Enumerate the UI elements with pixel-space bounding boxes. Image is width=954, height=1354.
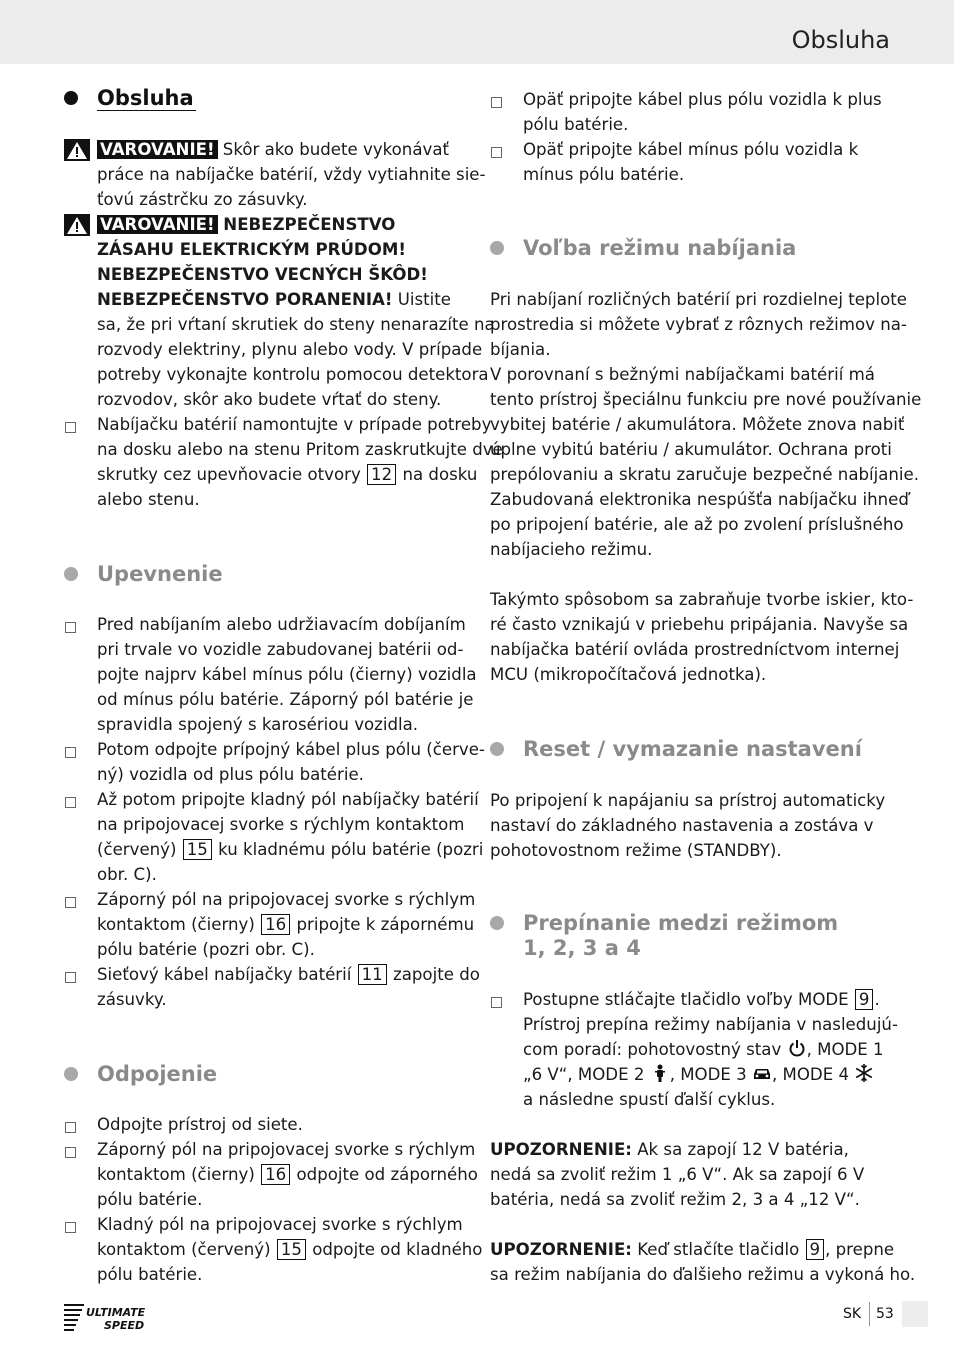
list-bullet-icon [491,147,502,158]
warning-triangle-icon [64,214,90,236]
list-item: Postupne stláčajte tlačidlo voľby MODE 9 . Prístroj prepína režimy nabíjania v nasledujú- com poradí: pohotovostný stav , MODE 1 „6 V“, MODE 2 , MODE 3 , MODE 4 a následne spustí ďalší cyklus. [523,990,898,1109]
list-bullet-icon [65,1147,76,1158]
svg-text:SPEED: SPEED [104,1319,145,1332]
svg-text:ULTIMATE: ULTIMATE [86,1306,146,1319]
motorcycle-icon [650,1063,670,1083]
ref-number-box: 11 [358,964,387,985]
list-bullet-icon [65,622,76,633]
ref-number-box: 12 [367,464,396,485]
warning-1: VAROVANIE! Skôr ako budete vykonávať práce na nabíjačke batérií, vždy vytiahnite sie- ťovú zástrčku zo zásuvky. [97,140,486,209]
list-bullet-icon [65,747,76,758]
heading-bullet-icon [64,567,78,581]
section-heading-prepinanie: Prepínanie medzi režimom 1, 2, 3 a 4 [490,911,890,963]
list-bullet-icon [65,972,76,983]
main-heading: Obsluha [64,86,464,112]
list-bullet-icon [65,1122,76,1133]
page-tab [902,1301,928,1327]
paragraph-volba-2: Takýmto spôsobom sa zabraňuje tvorbe iskier, kto- ré často vznikajú v priebehu pripájania. Navyše sa nabíjačka batérií ovláda prostredníctvom internej MCU (mikropočítačová jednotka). [490,590,914,684]
list-bullet-icon [491,97,502,108]
list-bullet-icon [491,997,502,1008]
list-bullet-icon [65,897,76,908]
list-item: Sieťový kábel nabíjačky batérií 11 zapojte do zásuvky. [97,965,480,1009]
list-item: Odpojte prístroj od siete. [97,1115,303,1134]
ref-number-box: 9 [806,1239,825,1260]
heading-bullet-icon [490,742,504,756]
car-icon [752,1063,772,1083]
ref-number-box: 15 [277,1239,306,1260]
note-1: UPOZORNENIE: Ak sa zapojí 12 V batéria, nedá sa zvoliť režim 1 „6 V“. Ak sa zapojí 6 V batéria, nedá sa zvoliť režim 2, 3 a 4 „12 V“. [490,1140,865,1209]
snowflake-icon [854,1063,874,1083]
page-number: 53 [876,1306,894,1322]
warning-label: VAROVANIE! [97,140,218,159]
warning-label: VAROVANIE! [97,215,218,234]
power-icon [787,1038,807,1058]
language-code: SK [843,1306,862,1322]
list-bullet-icon [65,1222,76,1233]
heading-bullet-icon [490,241,504,255]
brand-logo [64,1302,160,1332]
note-2: UPOZORNENIE: Keď stlačíte tlačidlo 9 , prepne sa režim nabíjania do ďalšieho režimu a vykoná ho. [490,1240,916,1284]
section-heading-reset: Reset / vymazanie nastavení [490,737,890,763]
ref-number-box: 16 [261,1164,290,1185]
list-item: Kladný pól na pripojovacej svorke s rýchlym kontaktom (červený) 15 odpojte od kladného pólu batérie. [97,1215,483,1284]
paragraph-volba: Pri nabíjaní rozličných batérií pri rozdielnej teplote prostredia si môžete vybrať z rôznych režimov na- bíjania. V porovnaní s bežnými nabíjačkami batérií má tento prístroj špeciálnu funkciu pre nové používanie vybitej batérie / akumulátora. Môžete znova nabiť úplne vybitú batériu / akumulátor. Ochrana proti prepólovaniu a skratu zaručuje bezpečné nabíjanie. Zabudovaná elektronika nespúšťa nabíjačku ihneď po pripojení batérie, ale až po zvolení príslušného nabíjacieho režimu. [490,290,922,559]
list-item: Pred nabíjaním alebo udržiavacím dobíjaním pri trvale vo vozidle zabudovanej batérii od- pojte najprv kábel mínus pólu (čierny) vozidla od mínus pólu batérie. Záporný pól batérie je spravidla spojený s karosériou vozidla. [97,615,477,734]
ref-number-box: 16 [261,914,290,935]
footer-divider [869,1302,870,1326]
list-item: Nabíjačku batérií namontujte v prípade potreby na dosku alebo na stenu Pritom zaskrutkujte dve skrutky cez upevňovacie otvory 12 na dosku alebo stenu. [97,415,503,509]
heading-bullet-icon [490,916,504,930]
section-heading-odpojenie: Odpojenie [64,1062,464,1088]
list-item: Záporný pól na pripojovacej svorke s rýchlym kontaktom (čierny) 16 odpojte od záporného pólu batérie. [97,1140,478,1209]
list-item: Až potom pripojte kladný pól nabíjačky batérií na pripojovacej svorke s rýchlym kontaktom (červený) 15 ku kladnému pólu batérie (pozri obr. C). [97,790,484,884]
section-heading-volba: Voľba režimu nabíjania [490,236,890,262]
heading-bullet-icon [64,1067,78,1081]
ref-number-box: 9 [855,989,874,1010]
list-item: Opäť pripojte kábel plus pólu vozidla k plus pólu batérie. [523,90,882,134]
list-item: Záporný pól na pripojovacej svorke s rýchlym kontaktom (čierny) 16 pripojte k zápornému pólu batérie (pozri obr. C). [97,890,476,959]
ref-number-box: 15 [183,839,212,860]
paragraph-reset: Po pripojení k napájaniu sa prístroj automaticky nastaví do základného nastavenia a zostáva v pohotovostnom režime (STANDBY). [490,791,886,860]
list-item: Opäť pripojte kábel mínus pólu vozidla k mínus pólu batérie. [523,140,859,184]
warning-triangle-icon [64,139,90,161]
list-bullet-icon [65,422,76,433]
page-header-bar [0,0,954,64]
list-bullet-icon [65,797,76,808]
warning-2: VAROVANIE! NEBEZPEČENSTVO ZÁSAHU ELEKTRICKÝM PRÚDOM! NEBEZPEČENSTVO VECNÝCH ŠKÔD! NEBEZPEČENSTVO PORANENIA! Uistite sa, že pri vŕtaní skrutiek do steny nenarazíte na rozvody elektriny, plynu alebo vody. V prípade potreby vykonajte kontrolu pomocou detektora rozvodov, skôr ako budete vŕtať do steny. [97,215,495,409]
page-header-title: Obsluha [791,26,890,54]
list-item: Potom odpojte prípojný kábel plus pólu (červe- ný) vozidla od plus pólu batérie. [97,740,485,784]
section-heading-upevnenie: Upevnenie [64,562,464,588]
heading-bullet-icon [64,91,78,105]
